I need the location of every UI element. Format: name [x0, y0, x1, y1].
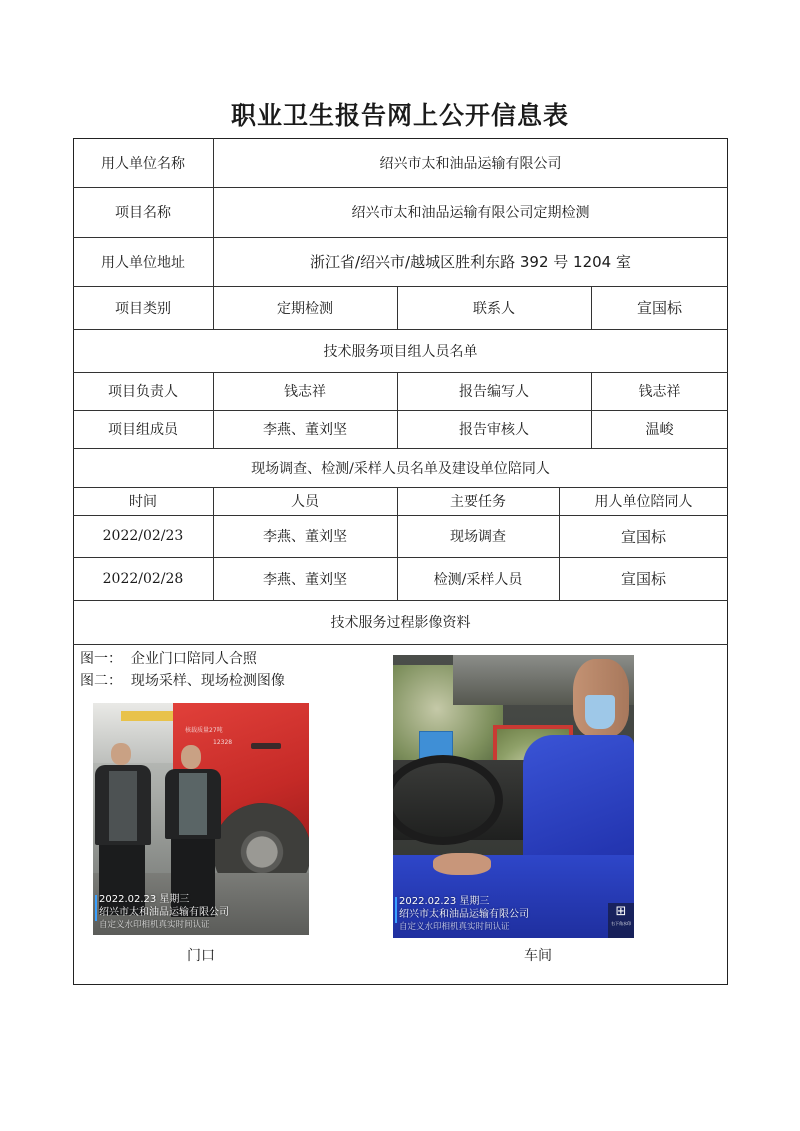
driver-hand	[433, 853, 491, 875]
figure-captions	[80, 648, 285, 692]
table-row-staff: 李燕、董刘坚	[263, 529, 347, 545]
employer-address-label: 用人单位地址	[101, 254, 185, 271]
watermark-corner-button[interactable]	[608, 903, 634, 938]
col-header-staff: 人员	[291, 494, 319, 510]
table-row-escort: 宣国标	[620, 527, 666, 546]
table-row-staff: 李燕、董刘坚	[263, 571, 347, 588]
person-sweater	[179, 773, 207, 835]
table-row-escort: 宣国标	[620, 570, 666, 588]
figure-caption-2: 图二： 现场采样、现场检测图像	[80, 673, 285, 689]
watermark-company: 绍兴市太和油品运输有限公司	[399, 909, 529, 920]
watermark-date: 2022.02.23 星期三	[399, 896, 490, 907]
leader-label: 项目负责人	[108, 384, 178, 400]
project-name-value: 绍兴市太和油品运输有限公司定期检测	[351, 205, 590, 221]
person-head	[181, 745, 201, 769]
figure-caption-1: 图一： 企业门口陪同人合照	[80, 651, 257, 667]
employer-name-label: 用人单位名称	[101, 155, 185, 172]
watermark-bar	[395, 897, 397, 923]
watermark-note: 自定义水印相机真实时间认证	[399, 922, 510, 932]
watermark-note: 自定义水印相机真实时间认证	[99, 920, 210, 930]
document-title: 职业卫生报告网上公开信息表	[230, 101, 569, 130]
background-sign	[121, 711, 173, 721]
employer-address-value: 浙江省/绍兴市/越城区胜利东路 392 号 1204 室	[310, 253, 631, 271]
watermark-bar	[95, 895, 97, 921]
survey-section-heading: 现场调查、检测/采样人员名单及建设单位陪同人	[251, 460, 550, 477]
corner-button-label: 右下角水印	[611, 921, 631, 926]
members-value: 李燕、董刘坚	[263, 422, 347, 438]
table-row-task: 现场调查	[450, 529, 506, 545]
door-handle	[251, 743, 281, 749]
row-divider	[73, 644, 728, 645]
contact-value: 宣国标	[636, 299, 682, 317]
watermark-company: 绍兴市太和油品运输有限公司	[99, 907, 229, 918]
truck-text: 核载质量27吨	[185, 727, 223, 734]
table-row-date: 2022/02/23	[102, 528, 184, 544]
leader-value: 钱志祥	[284, 384, 326, 400]
workshop-photo-label: 车间	[524, 948, 552, 964]
media-section-heading: 技术服务过程影像资料	[330, 615, 471, 631]
contact-label: 联系人	[473, 300, 515, 317]
team-section-heading: 技术服务项目组人员名单	[323, 343, 478, 360]
project-name-label: 项目名称	[115, 205, 171, 221]
watermark-date: 2022.02.23 星期三	[99, 894, 190, 905]
photo-watermark	[99, 893, 229, 931]
employer-name-value: 绍兴市太和油品运输有限公司	[379, 155, 562, 172]
person-sweater	[109, 771, 137, 841]
project-type-label: 项目类别	[115, 300, 171, 317]
col-header-time: 时间	[129, 494, 157, 510]
plus-box-icon: ⊞	[615, 904, 627, 919]
table-row-task: 检测/采样人员	[433, 571, 523, 588]
col-header-escort: 用人单位陪同人	[594, 494, 693, 510]
face-mask	[585, 695, 615, 729]
project-type-value: 定期检测	[277, 300, 333, 317]
gate-photo	[93, 703, 309, 935]
person-head	[111, 743, 131, 765]
writer-label: 报告编写人	[459, 384, 529, 400]
workshop-photo	[393, 655, 634, 938]
gate-photo-label: 门口	[187, 948, 215, 964]
photo-watermark	[399, 895, 529, 933]
table-row-date: 2022/02/28	[102, 570, 184, 587]
writer-value: 钱志祥	[638, 384, 681, 400]
truck-text: 12328	[213, 739, 233, 746]
members-label: 项目组成员	[108, 422, 178, 438]
reviewer-label: 报告审核人	[459, 422, 529, 438]
reviewer-value: 温峻	[645, 422, 674, 438]
col-header-task: 主要任务	[450, 494, 506, 510]
